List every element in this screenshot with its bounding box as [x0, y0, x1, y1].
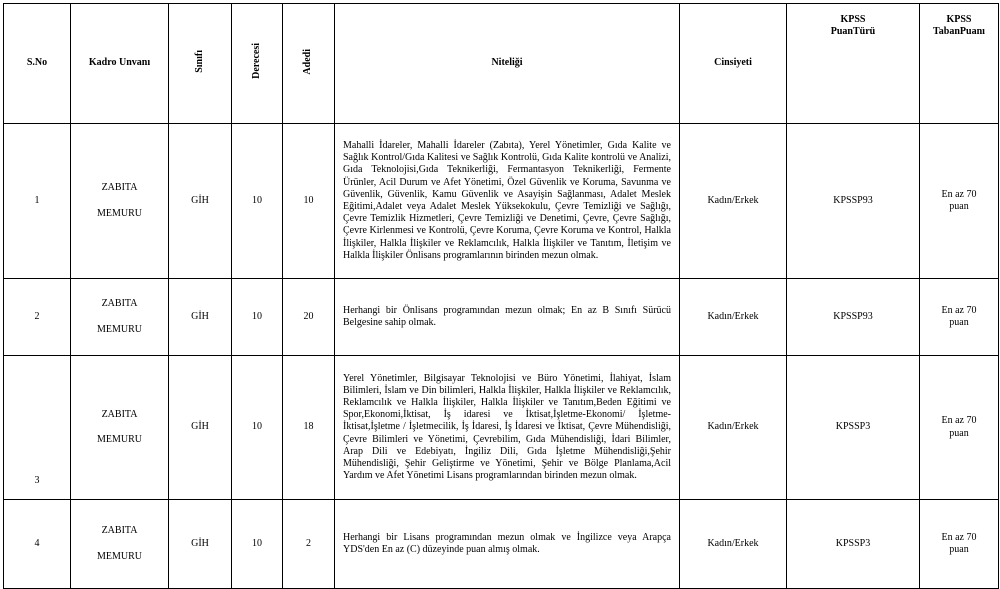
cell-kadro: ZABITA MEMURU	[71, 124, 169, 279]
cell-kadro: ZABITA MEMURU	[71, 500, 169, 589]
cell-derecesi: 10	[232, 124, 283, 279]
header-derecesi: Derecesi	[232, 4, 283, 124]
header-sinifi: Sınıfı	[169, 4, 232, 124]
cell-adedi: 20	[283, 279, 335, 356]
cell-sinifi: GİH	[169, 124, 232, 279]
cell-taban-puani: En az 70 puan	[920, 279, 999, 356]
cell-sinifi: GİH	[169, 356, 232, 500]
header-taban-puani: KPSS TabanPuanı	[920, 4, 999, 124]
cell-cinsiyeti: Kadın/Erkek	[680, 356, 787, 500]
cell-sinifi: GİH	[169, 500, 232, 589]
cell-cinsiyeti: Kadın/Erkek	[680, 124, 787, 279]
cell-taban-puani: En az 70 puan	[920, 500, 999, 589]
cell-kadro: ZABITA MEMURU	[71, 356, 169, 500]
kadro-table	[3, 3, 999, 589]
table-row	[4, 500, 999, 589]
cell-sno: 4	[4, 500, 71, 589]
table-row	[4, 124, 999, 279]
cell-derecesi: 10	[232, 279, 283, 356]
header-adedi: Adedi	[283, 4, 335, 124]
header-sno: S.No	[4, 4, 71, 124]
cell-niteligi: Yerel Yönetimler, Bilgisayar Teknolojisi ve Büro Yönetimi, İlahiyat, İslam Bilimleri, İslam ve Din bilimleri, Halkla İlişkiler, Halkla İlişkiler ve Reklamcılık, Reklamcılık ve Halkla İlişkiler, Halkla İlişkiler ve Tanıtım,Beden Eğitimi ve Spor,Ekonomi,İktisat, İş idaresi ve İktisat,İşletme-Ekonomi/ İşletme-İktisat,İşletme / İşletmecilik, İş İdaresi, İş İdaresi ve İktisat, Çevre Mühendisliği, Çevre Bilimleri ve Yönetimi, Çevrebilim, Gıda Mühendisliği, İdari Bilimler, Arap Dili ve Edebiyatı, İngiliz Dili, Gıda İşletme Mühendisliği,Şehir Mühendisliği, Şehir Geliştirme ve Yönetimi, Şehir ve Bölge Planlama,Acil Yardım ve Afet Yönetimi Lisans programlarından birinden mezun olmak.	[335, 356, 680, 500]
cell-puan-turu: KPSSP3	[787, 500, 920, 589]
cell-cinsiyeti: Kadın/Erkek	[680, 279, 787, 356]
cell-derecesi: 10	[232, 356, 283, 500]
cell-niteligi: Herhangi bir Lisans programından mezun olmak ve İngilizce veya Arapça YDS'den En az (C) düzeyinde puan almış olmak.	[335, 500, 680, 589]
cell-taban-puani: En az 70 puan	[920, 356, 999, 500]
cell-cinsiyeti: Kadın/Erkek	[680, 500, 787, 589]
cell-sinifi: GİH	[169, 279, 232, 356]
cell-puan-turu: KPSSP3	[787, 356, 920, 500]
header-kadro: Kadro Unvanı	[71, 4, 169, 124]
table-row	[4, 356, 999, 500]
cell-puan-turu: KPSSP93	[787, 279, 920, 356]
cell-niteligi: Herhangi bir Önlisans programından mezun olmak; En az B Sınıfı Sürücü Belgesine sahip olmak.	[335, 279, 680, 356]
cell-adedi: 18	[283, 356, 335, 500]
cell-derecesi: 10	[232, 500, 283, 589]
cell-adedi: 10	[283, 124, 335, 279]
cell-sno: 2	[4, 279, 71, 356]
cell-kadro: ZABITA MEMURU	[71, 279, 169, 356]
cell-niteligi: Mahalli İdareler, Mahalli İdareler (Zabıta), Yerel Yönetimler, Gıda Kalite ve Sağlık Kontrol/Gıda Kalitesi ve Sağlık Kontrolü, Gıda Kalite kontrolü ve Analizi, Gıda Teknolojisi,Gıda Teknikerliği, Fermantasyon Teknikerliği, Fermente Ürünler, Acil Durum ve Afet Yönetimi, Özel Güvenlik ve Koruma, Savunma ve Güvenlik, Güvenlik, Kamu Güvenlik ve Asayişin Sağlanması, Adalet Meslek Eğitimi,Adalet veya Adalet Meslek Yüksekokulu, Çevre Temizliği ve Sağlığı, Çevre Temizlik Hizmetleri, Çevre Temizliği ve Denetimi, Çevre, Çevre Sağlığı, Çevre Kirlenmesi ve Kontrolü, Çevre Koruma, Çevre Koruma ve Kontrol, Halkla İlişkiler, Halkla İlişkiler ve Reklamcılık, Halkla İlişkiler ve Tanıtım, İletişim ve Halkla İlişkiler Önlisans programlarının birinden mezun olmak.	[335, 124, 680, 279]
header-cinsiyeti: Cinsiyeti	[680, 4, 787, 124]
table-row	[4, 279, 999, 356]
header-row	[4, 4, 999, 124]
header-niteligi: Niteliği	[335, 4, 680, 124]
cell-adedi: 2	[283, 500, 335, 589]
cell-puan-turu: KPSSP93	[787, 124, 920, 279]
header-puan-turu: KPSS PuanTürü	[787, 4, 920, 124]
cell-sno: 1	[4, 124, 71, 279]
cell-sno: 3	[4, 356, 71, 500]
cell-taban-puani: En az 70 puan	[920, 124, 999, 279]
